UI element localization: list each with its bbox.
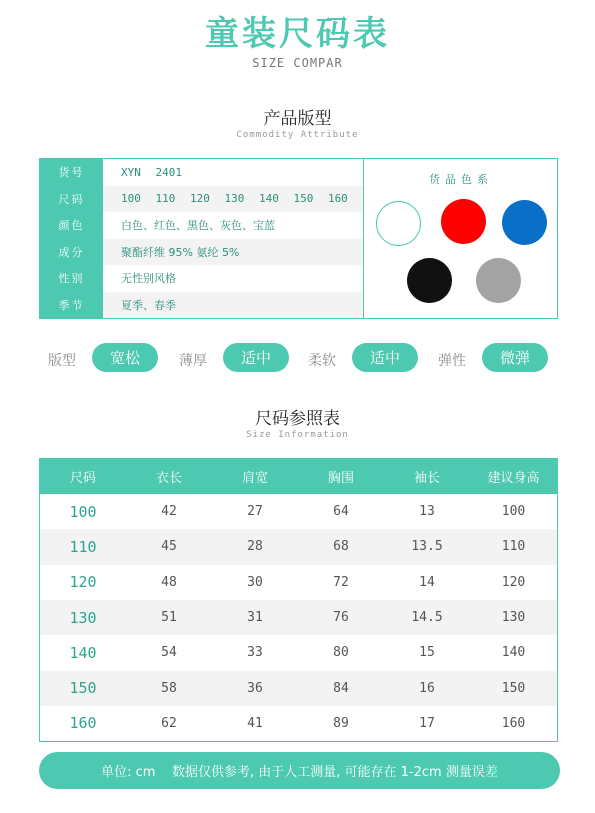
attribute-value: 白色、红色、黑色、灰色、宝蓝 [121,219,275,233]
feature-label-softness: 柔软 [308,353,336,369]
column-header-sleeve: 袖长 [413,471,440,486]
table-cell: 13.5 [411,539,443,555]
table-cell: 33 [247,645,263,661]
table-cell: 100 [69,502,97,521]
table-cell: 110 [501,539,526,555]
table-cell: 160 [69,714,97,733]
table-cell: 62 [161,715,177,731]
table-cell: 64 [333,504,349,520]
feature-label-thickness: 薄厚 [179,353,207,369]
table-cell: 27 [247,504,263,520]
table-cell: 160 [501,715,526,731]
table-cell: 13 [419,504,435,520]
attribute-label: 季节 [58,298,85,312]
attribute-value: 无性别风格 [121,272,176,286]
column-header-shoulder: 肩宽 [241,471,268,486]
table-cell: 140 [69,643,97,662]
table-cell: 76 [333,610,349,626]
table-cell: 36 [247,680,263,696]
table-cell: 31 [247,610,263,626]
attribute-row-season [40,292,363,319]
color-swatch-gray [476,258,521,303]
color-swatch-royal-blue [502,200,547,245]
feature-pill-elasticity: 微弹 [482,343,548,372]
size-table [39,458,558,742]
attribute-box [39,158,558,319]
table-cell: 17 [419,715,435,731]
table-cell: 110 [69,537,97,556]
table-row [40,600,557,635]
footer-note: 单位: cm 数据仅供参考, 由于人工测量, 可能存在 1-2cm 测量误差 [39,752,560,789]
attribute-value: 100 110 120 130 140 150 160 [103,186,363,213]
color-swatch-white [376,201,421,246]
attribute-label: 成分 [58,245,85,259]
feature-pill-thickness: 适中 [223,343,289,372]
table-cell: 14.5 [411,610,443,626]
table-cell: 150 [69,679,97,698]
table-cell: 150 [501,680,526,696]
table-cell: 130 [501,610,526,626]
attribute-value: XYN 2401 [121,165,182,179]
page-subtitle: SIZE COMPAR [252,56,343,70]
attribute-value: 夏季、春季 [103,292,363,319]
table-cell: 84 [333,680,349,696]
table-cell: 68 [333,539,349,555]
table-cell: 140 [501,645,526,661]
column-header-length: 衣长 [155,471,182,486]
page-title: 童装尺码表 [205,14,390,54]
attribute-label: 性别 [58,272,85,286]
column-header-chest: 胸围 [327,471,354,486]
table-cell: 120 [501,574,526,590]
product-section-title: 产品版型 [263,109,332,129]
attribute-label: 尺码 [58,192,85,206]
attribute-row-sizes [40,186,363,213]
table-cell: 80 [333,645,349,661]
table-row [40,494,557,529]
feature-pill-softness: 适中 [352,343,418,372]
table-cell: 28 [247,539,263,555]
color-palette-title: 货品色系 [429,173,493,186]
attribute-value: 聚酯纤维 95% 氨纶 5% [103,239,363,266]
table-cell: 41 [247,715,263,731]
feature-pill-fit: 宽松 [92,343,158,372]
table-cell: 14 [419,574,435,590]
table-header [40,459,557,494]
table-cell: 51 [161,610,177,626]
attribute-label: 颜色 [58,219,85,233]
attribute-row-item-no [40,159,363,186]
size-section-title: 尺码参照表 [255,409,340,429]
table-cell: 45 [161,539,177,555]
table-cell: 120 [69,573,97,592]
feature-label-fit: 版型 [48,353,76,369]
table-cell: 16 [419,680,435,696]
table-cell: 15 [419,645,435,661]
feature-label-elasticity: 弹性 [438,353,466,369]
table-cell: 42 [161,504,177,520]
column-header-size: 尺码 [69,471,96,486]
table-row [40,565,557,600]
attribute-row-colors [40,212,363,239]
table-cell: 100 [501,504,526,520]
attribute-row-gender [40,265,363,292]
table-row [40,635,557,670]
table-row [40,671,557,706]
size-section-subtitle: Size Information [246,430,349,440]
column-header-height: 建议身高 [487,471,540,486]
table-cell: 72 [333,574,349,590]
table-cell: 89 [333,715,349,731]
attribute-label: 货号 [58,166,85,180]
color-swatch-black [407,258,452,303]
table-cell: 130 [69,608,97,627]
table-cell: 54 [161,645,177,661]
table-row [40,529,557,564]
color-swatch-red [441,199,486,244]
product-section-subtitle: Commodity Attribute [236,130,359,140]
table-row [40,706,557,741]
table-cell: 30 [247,574,263,590]
attribute-row-material [40,239,363,266]
table-cell: 48 [161,574,177,590]
table-cell: 58 [161,680,177,696]
